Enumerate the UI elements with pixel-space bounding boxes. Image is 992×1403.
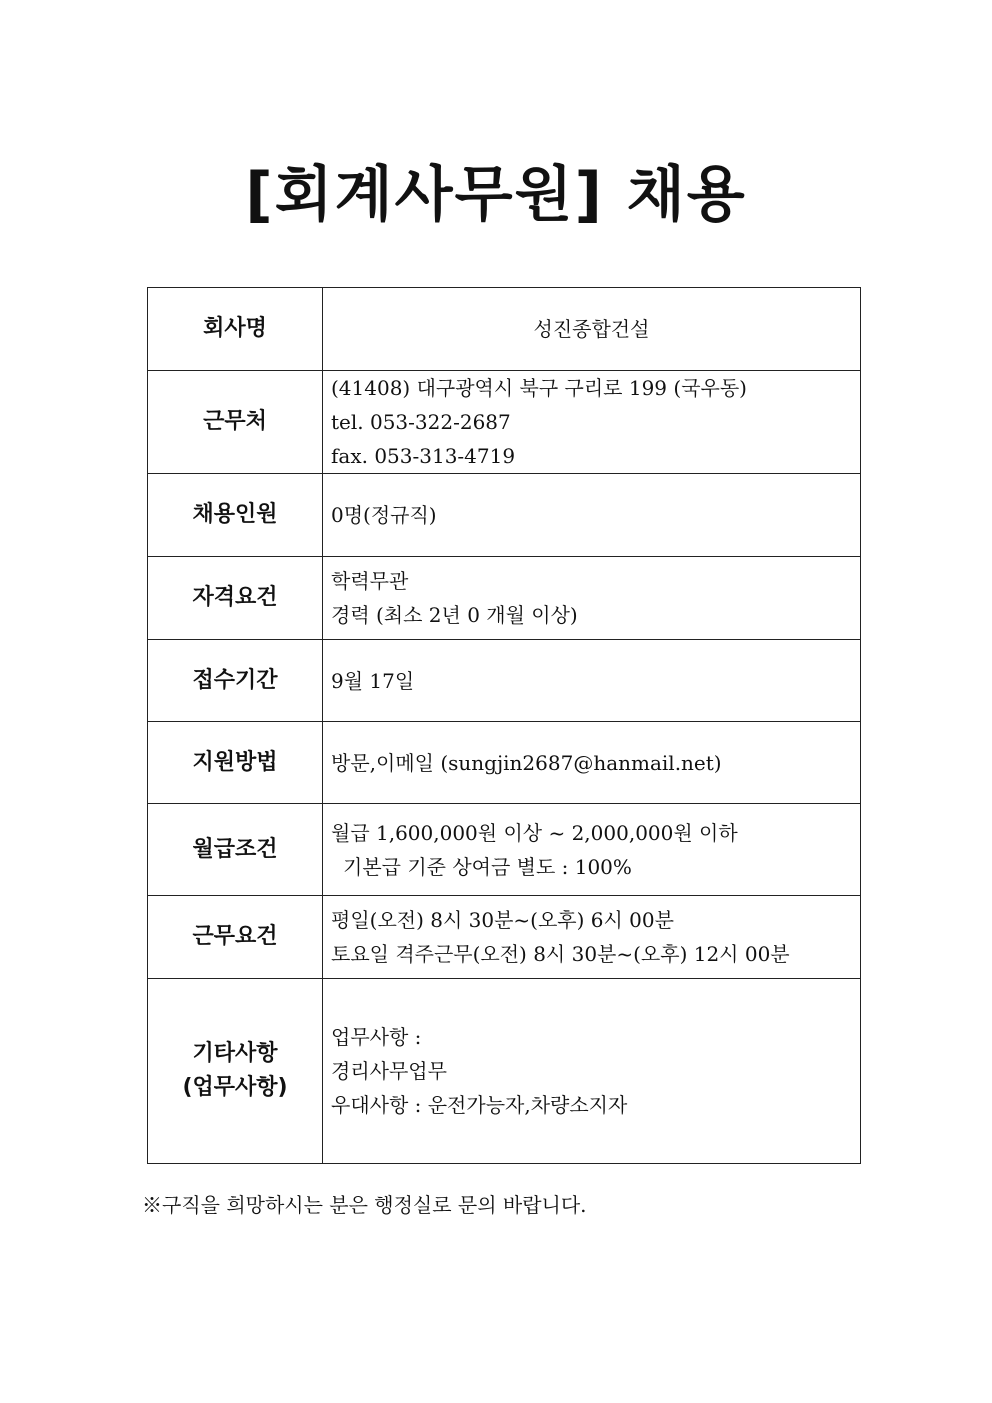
table-row <box>148 557 861 640</box>
other-label: 기타사항 <box>192 1041 278 1066</box>
row-label: 회사명 <box>148 288 323 371</box>
table-row <box>148 288 861 371</box>
application-method-value: 방문,이메일 (sungjin2687@hanmail.net) <box>331 750 722 775</box>
table-row <box>148 896 861 979</box>
headcount-value: 0명(정규직) <box>331 503 437 527</box>
row-value <box>323 640 861 722</box>
table-row <box>148 979 861 1164</box>
table-row <box>148 474 861 557</box>
row-value <box>323 804 861 896</box>
table-row <box>148 804 861 896</box>
job-info-table <box>147 287 861 1164</box>
row-label: 지원방법 <box>148 722 323 804</box>
bonus-value: 기본급 기준 상여금 별도 : 100% <box>343 854 632 879</box>
row-label <box>148 979 323 1164</box>
table-row <box>148 640 861 722</box>
duties-label: 업무사항 : <box>331 1025 422 1049</box>
preference-value: 우대사항 : 운전가능자,차량소지자 <box>331 1093 628 1117</box>
row-label: 접수기간 <box>148 640 323 722</box>
row-label: 근무처 <box>148 371 323 474</box>
application-period-value: 9월 17일 <box>331 668 415 693</box>
footnote: ※구직을 희망하시는 분은 행정실로 문의 바랍니다. <box>142 1193 587 1217</box>
experience-value: 경력 (최소 2년 0 개월 이상) <box>331 603 578 627</box>
row-value <box>323 288 861 371</box>
row-value <box>323 474 861 557</box>
row-value <box>323 979 861 1164</box>
row-label: 채용인원 <box>148 474 323 557</box>
education-value: 학력무관 <box>331 569 409 593</box>
tel-line: tel. 053-322-2687 <box>331 410 511 434</box>
weekday-hours-value: 평일(오전) 8시 30분~(오후) 6시 00분 <box>331 908 674 932</box>
row-label: 근무요건 <box>148 896 323 979</box>
table-row <box>148 722 861 804</box>
company-name: 성진종합건설 <box>533 317 650 341</box>
salary-range-value: 월급 1,600,000원 이상 ~ 2,000,000원 이하 <box>331 820 738 845</box>
other-sublabel: (업무사항) <box>182 1075 288 1100</box>
address-line: (41408) 대구광역시 북구 구리로 199 (국우동) <box>331 376 747 400</box>
duties-value: 경리사무업무 <box>331 1059 447 1083</box>
row-label: 월급조건 <box>148 804 323 896</box>
row-value <box>323 722 861 804</box>
fax-line: fax. 053-313-4719 <box>331 444 516 468</box>
row-label: 자격요건 <box>148 557 323 640</box>
row-value <box>323 371 861 474</box>
saturday-hours-value: 토요일 격주근무(오전) 8시 30분~(오후) 12시 00분 <box>331 942 790 966</box>
row-value <box>323 557 861 640</box>
page-title: [회계사무원] 채용 <box>245 160 747 230</box>
table-row <box>148 371 861 474</box>
row-value <box>323 896 861 979</box>
